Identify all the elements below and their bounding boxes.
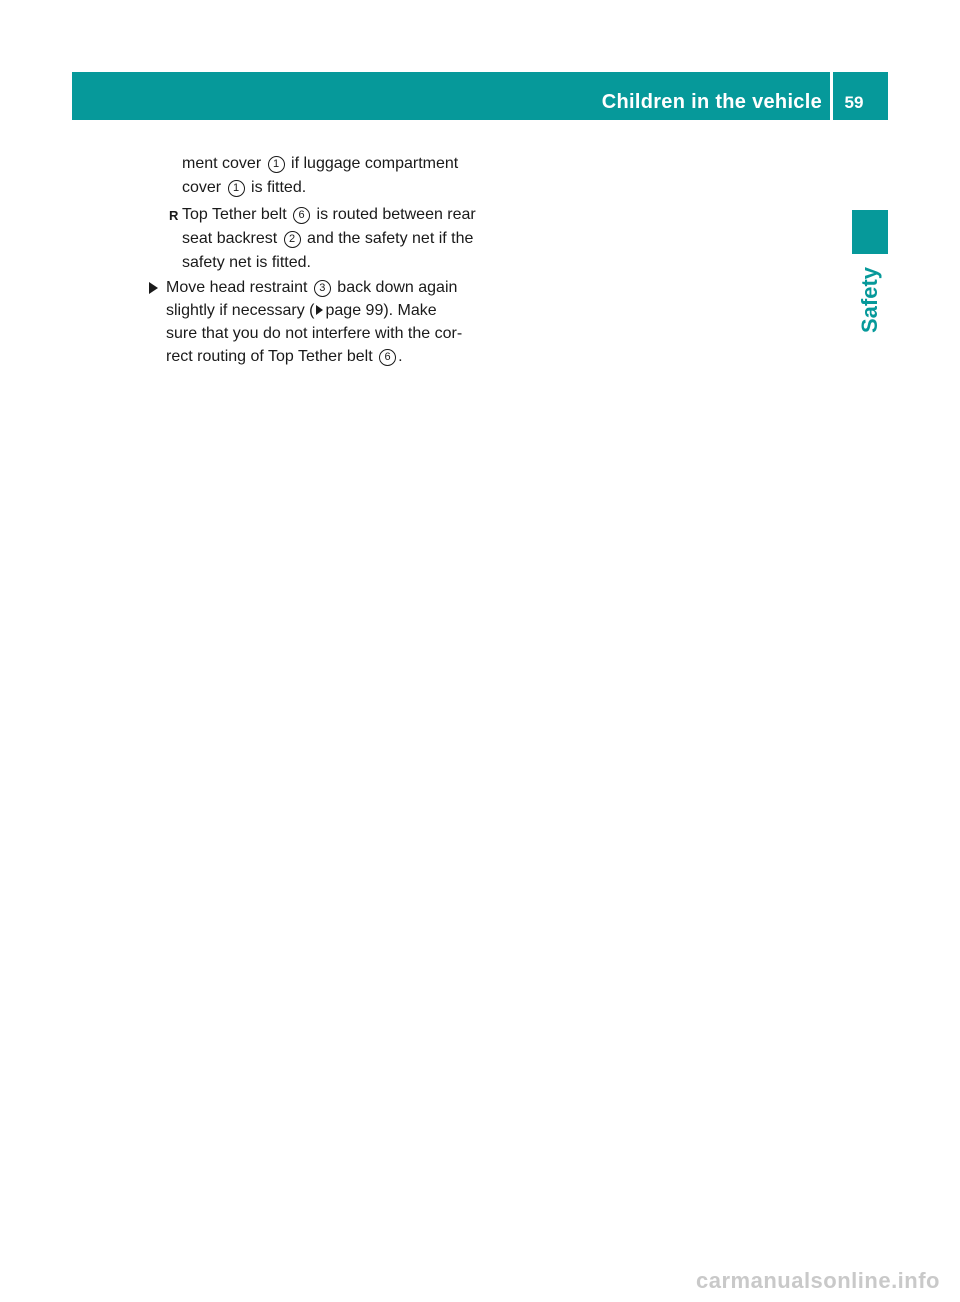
text-line <box>182 203 476 227</box>
text-fragment: seat backrest <box>182 230 282 247</box>
chapter-tab-label <box>852 262 888 338</box>
text-line <box>166 299 437 323</box>
text-fragment: . <box>398 348 403 365</box>
header-divider <box>830 72 833 120</box>
callout-number-icon: 3 <box>314 280 331 297</box>
callout-number-icon: 6 <box>379 349 396 366</box>
chapter-tab-marker <box>852 210 888 254</box>
text-fragment: rect routing of Top Tether belt <box>166 348 378 365</box>
text-fragment: cover <box>182 179 226 196</box>
callout-number-icon: 1 <box>268 156 285 173</box>
header-bar <box>72 72 888 120</box>
text-line <box>166 276 457 300</box>
chapter-label-text: Safety <box>857 266 882 334</box>
page-reference-icon <box>316 305 323 315</box>
text-fragment: Move head restraint <box>166 279 312 296</box>
text-line <box>182 227 473 251</box>
text-line: sure that you do not interfere with the cor- <box>166 325 463 342</box>
text-fragment: slightly if necessary ( <box>166 302 315 319</box>
text-fragment: is fitted. <box>246 179 307 196</box>
section-title: Children in the vehicle <box>601 91 822 113</box>
watermark: carmanualsonline.info <box>696 1268 940 1293</box>
text-fragment: and the safety net if the <box>302 230 474 247</box>
text-line <box>182 152 458 176</box>
callout-number-icon: 2 <box>284 231 301 248</box>
text-fragment: back down again <box>332 279 458 296</box>
step-arrow-icon <box>149 282 158 294</box>
text-line <box>166 345 403 369</box>
page-number: 59 <box>844 93 864 112</box>
text-line: safety net is fitted. <box>182 254 311 271</box>
page-reference-link[interactable]: page 99). Make <box>325 302 437 319</box>
text-fragment: Top Tether belt <box>182 206 292 223</box>
bullet-marker: R <box>169 208 179 223</box>
text-fragment: is routed between rear <box>312 206 476 223</box>
text-line <box>182 176 306 200</box>
callout-number-icon: 6 <box>293 207 310 224</box>
text-fragment: ment cover <box>182 155 266 172</box>
text-fragment: if luggage compartment <box>286 155 459 172</box>
callout-number-icon: 1 <box>228 180 245 197</box>
